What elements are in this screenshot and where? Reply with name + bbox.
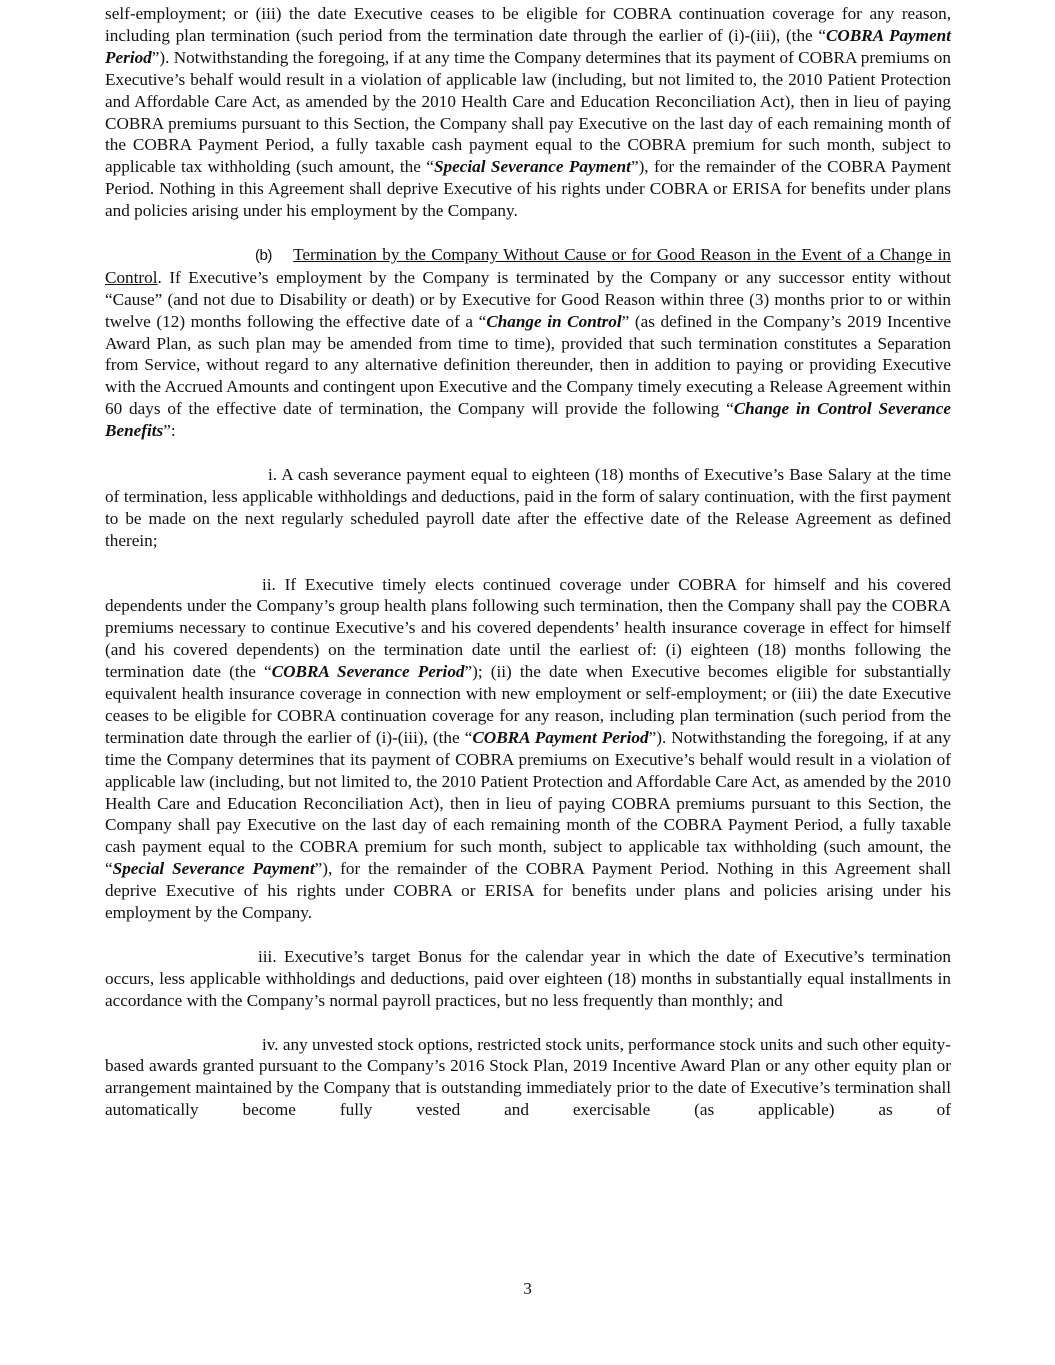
defined-term: COBRA Severance Period <box>271 662 465 682</box>
defined-term: Change in Control <box>486 311 622 331</box>
text-run: self-employment; or (iii) the date Executive ceases to be eligible for COBRA continuation coverage for any reason, including plan termination (such period from the termination date through the earlier of (i)-(iii), (the “ <box>105 4 951 45</box>
text-run: ”: <box>163 421 176 441</box>
text-run: ”). Notwithstanding the foregoing, if at any time the Company determines that its payment of COBRA premiums on Executive’s behalf would result in a violation of applicable law (including, but not limited to, the 2010 Patient Protection and Affordable Care Act, as amended by the 2010 Health Care and Education Reconciliation Act), then in lieu of paying COBRA premiums pursuant to this Section, the Company shall pay Executive on the last day of each remaining month of the COBRA Payment Period, a fully taxable cash payment equal to the COBRA premium for such month, subject to applicable tax withholding (such amount, the “ <box>105 727 951 879</box>
text-run <box>272 245 293 264</box>
text-run: . If Executive’s employment by the Company is terminated by the Company or any successor entity without “Cause” (and not due to Disability or death) or by Executive for Good Reason within three (3) months prior to or within twelve (12) months following the effective date of a “ <box>105 267 951 331</box>
benefit-item-i <box>105 464 951 552</box>
text-run: ”), for the remainder of the COBRA Payment Period. Nothing in this Agreement shall deprive Executive of his rights under COBRA or ERISA for benefits under plans and policies arising under his employment by the Company. <box>105 157 951 221</box>
page-number: 3 <box>523 1279 532 1298</box>
text-run: ”), for the remainder of the COBRA Payment Period. Nothing in this Agreement shall deprive Executive of his rights under COBRA or ERISA for benefits under plans and policies arising under his employment by the Company. <box>105 859 951 923</box>
text-run: ii. If Executive timely elects continued coverage under COBRA for himself and his covered dependents under the Company’s group health plans following such termination, then the Company shall pay the COBRA premiums necessary to continue Executive’s and his covered dependents’ health insurance coverage in effect for himself (and his covered dependents) on the termination date until the earliest of: (i) eighteen (18) months following the termination date (the “ <box>105 574 951 682</box>
benefit-item-iv <box>105 1034 951 1122</box>
benefit-item-iii <box>105 946 951 1012</box>
text-run: ”). Notwithstanding the foregoing, if at any time the Company determines that its payment of COBRA premiums on Executive’s behalf would result in a violation of applicable law (including, but not limited to, the 2010 Patient Protection and Affordable Care Act, as amended by the 2010 Health Care and Education Reconciliation Act), then in lieu of paying COBRA premiums pursuant to this Section, the Company shall pay Executive on the last day of each remaining month of the COBRA Payment Period, a fully taxable cash payment equal to the COBRA premium for such month, subject to applicable tax withholding (such amount, the “ <box>105 47 951 177</box>
change-in-control-section-b <box>105 244 951 442</box>
section-heading: Termination by the Company Without Cause or for Good Reason in the Event of a Change in Control <box>105 244 951 287</box>
defined-term: Special Severance Payment <box>112 859 315 879</box>
defined-term: Change in Control Severance Benefits <box>105 399 951 441</box>
text-run: iii. Executive’s target Bonus for the calendar year in which the date of Executive’s termination occurs, less applicable withholdings and deductions, paid over eighteen (18) months in substantially equal installments in accordance with the Company’s normal payroll practices, but no less frequently than monthly; and <box>105 946 951 1010</box>
defined-term: Special Severance Payment <box>433 157 631 177</box>
text-run: i. A cash severance payment equal to eighteen (18) months of Executive’s Base Salary at the time of termination, less applicable withholdings and deductions, paid in the form of salary continuation, with the first payment to be made on the next regularly scheduled payroll date after the effective date of the Release Agreement as defined therein; <box>105 465 951 550</box>
cobra-payment-paragraph <box>105 3 951 222</box>
document-page <box>105 3 951 1143</box>
text-run: ”); (ii) the date when Executive becomes eligible for substantially equivalent health insurance coverage in connection with new employment or self-employment; or (iii) the date Executive ceases to be eligible for COBRA continuation coverage for any reason, including plan termination (such period from the termination date through the earlier of (i)-(iii), (the “ <box>105 662 951 747</box>
defined-term: COBRA Payment Period <box>472 727 649 747</box>
text-run: ” (as defined in the Company’s 2019 Incentive Award Plan, as such plan may be amended from time to time), provided that such termination constitutes a Separation from Service, without regard to any alternative definition thereunder, then in addition to paying or providing Executive with the Accrued Amounts and contingent upon Executive and the Company timely executing a Release Agreement within 60 days of the effective date of termination, the Company will provide the following “ <box>105 311 951 419</box>
benefit-item-ii <box>105 574 951 925</box>
section-label: (b) <box>255 246 272 264</box>
defined-term: COBRA Payment Period <box>105 25 951 67</box>
text-run: iv. any unvested stock options, restricted stock units, performance stock units and such other equity-based awards granted pursuant to the Company’s 2016 Stock Plan, 2019 Incentive Award Plan or any other equity plan or arrangement maintained by the Company that is outstanding immediately prior to the date of Executive’s termination shall automatically become fully vested and exercisable (as applicable) as of <box>105 1034 951 1120</box>
